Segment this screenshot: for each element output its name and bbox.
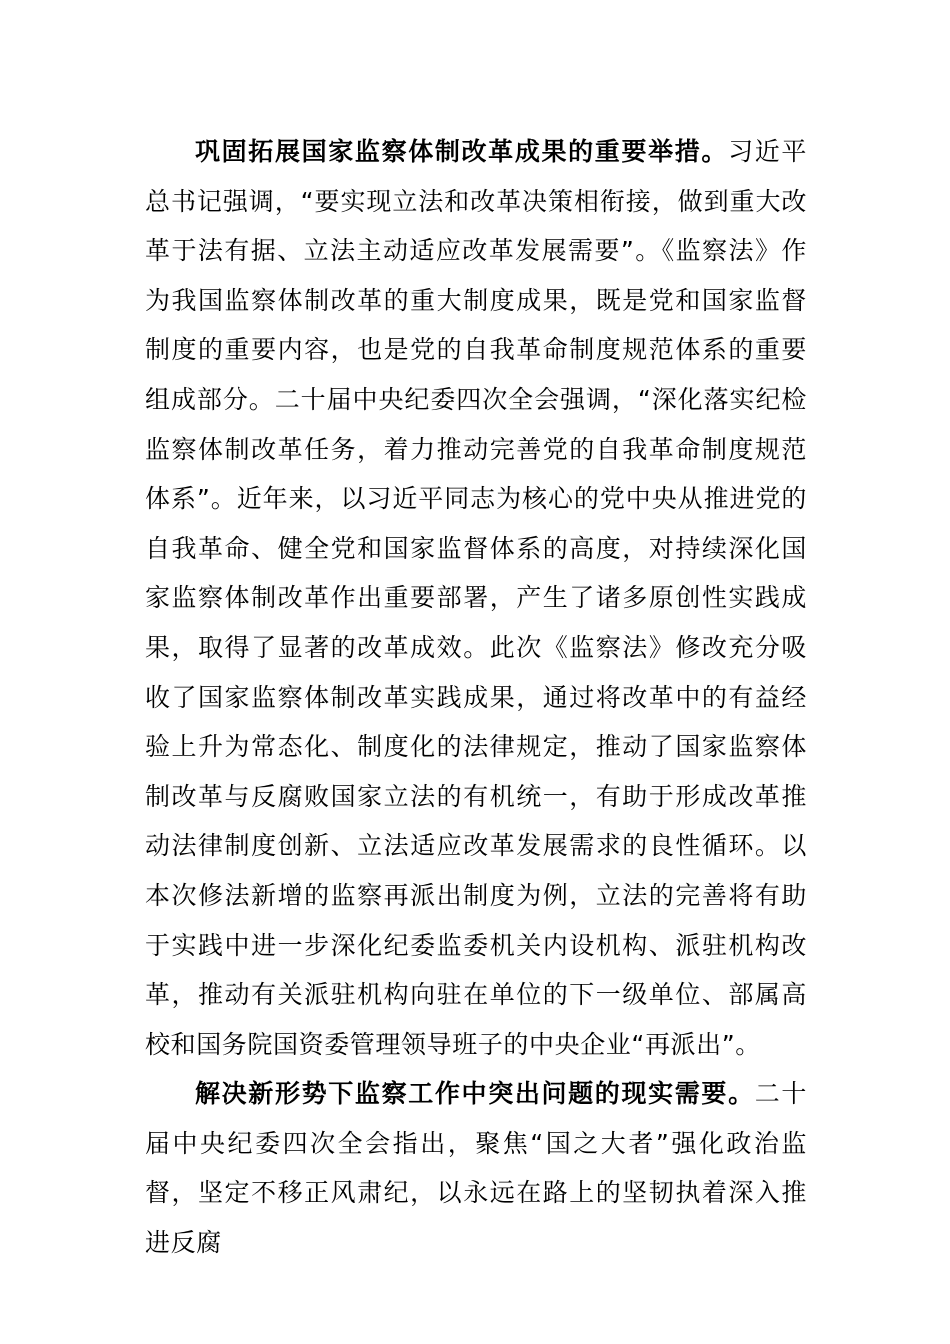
paragraph-2-heading: 解决新形势下监察工作中突出问题的现实需要。 [195,1079,755,1109]
paragraph-1-body: 习近平总书记强调，“要实现立法和改革决策相衔接，做到重大改革于法有据、立法主动适应改革发展需要”。《监察法》作为我国监察体制改革的重大制度成果，既是党和国家监督制度的重要内容，也是党的自我革命制度规范体系的重要组成部分。二十届中央纪委四次全会强调，“深化落实纪检监察体制改革任务，着力推动完善党的自我革命制度规范体系”。近年来，以习近平同志为核心的党中央从推进党的自我革命、健全党和国家监督体系的高度，对持续深化国家监察体制改革作出重要部署，产生了诸多原创性实践成果，取得了显著的改革成效。此次《监察法》修改充分吸收了国家监察体制改革实践成果，通过将改革中的有益经验上升为常态化、制度化的法律规定，推动了国家监察体制改革与反腐败国家立法的有机统一，有助于形成改革推动法律制度创新、立法适应改革发展需求的良性循环。以本次修法新增的监察再派出制度为例，立法的完善将有助于实践中进一步深化纪委监委机关内设机构、派驻机构改革，推动有关派驻机构向驻在单位的下一级单位、部属高校和国务院国资委管理领导班子的中央企业“再派出”。 [145,137,807,1059]
paragraph-2-body: 二十届中央纪委四次全会指出，聚焦“国之大者”强化政治监督，坚定不移正风肃纪，以永远在路上的坚韧执着深入推进反腐 [145,1079,808,1258]
paragraph-2 [145,1069,807,1267]
paragraph-1-heading: 巩固拓展国家监察体制改革成果的重要举措。 [195,137,729,166]
paragraph-1 [145,127,807,1069]
document-page [145,127,807,1268]
